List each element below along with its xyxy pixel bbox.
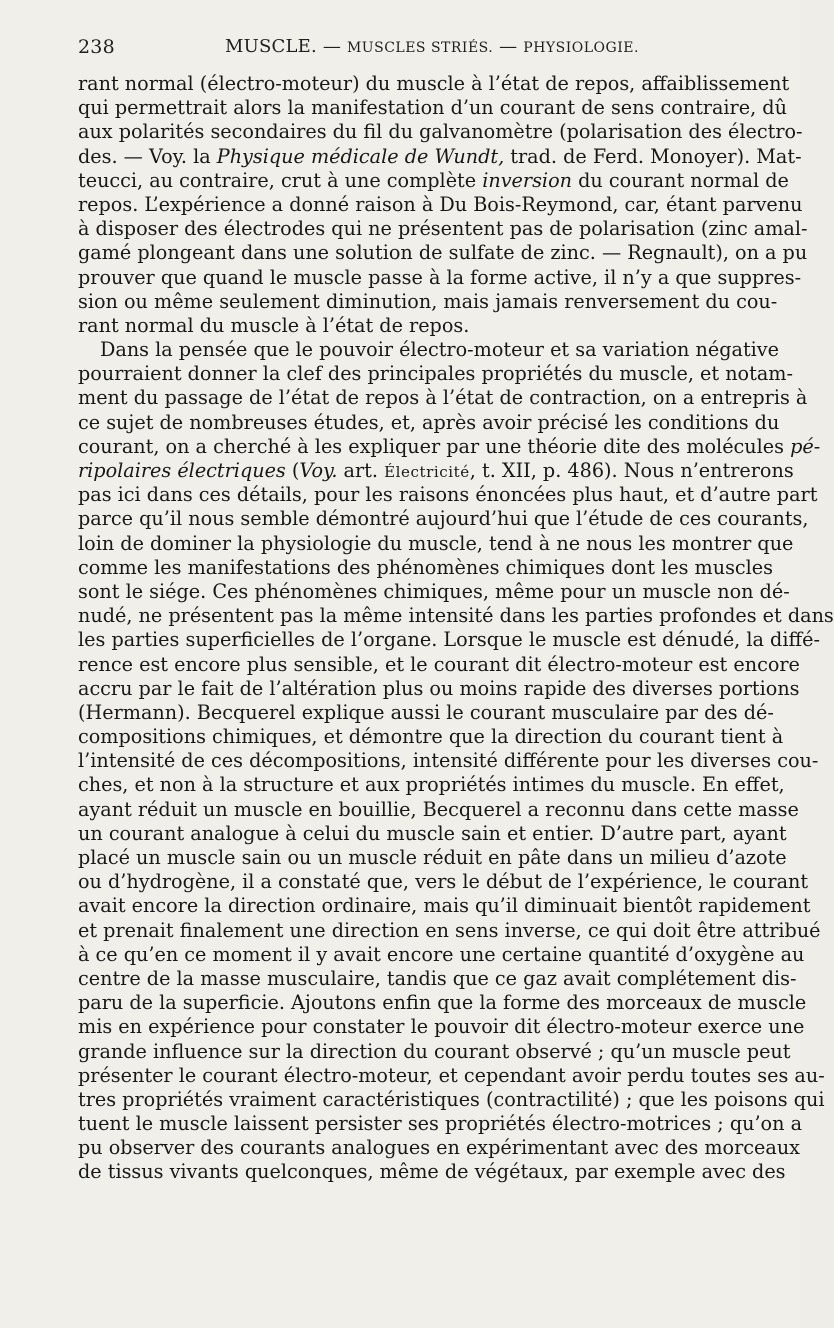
text-run: teucci, au contraire, crut à une complète xyxy=(78,168,483,192)
text-line: rant normal (électro-moteur) du muscle à l’état de repos, affaiblissement xyxy=(78,72,790,95)
title-main: MUSCLE. xyxy=(225,36,317,57)
text-line xyxy=(78,434,821,459)
text-line: pourraient donner la clef des principales propriétés du muscle, et notam- xyxy=(78,362,793,386)
text-line: ches, et non à la structure et aux propriétés intimes du muscle. En effet, xyxy=(78,773,785,797)
text-line: présenter le courant électro-moteur, et cependant avoir perdu toutes ses au- xyxy=(78,1063,825,1087)
text-line: Dans la pensée que le pouvoir électro-moteur et sa variation négative xyxy=(100,338,779,362)
title-dash: — xyxy=(499,36,518,57)
text-line: à disposer des électrodes qui ne présentent pas de polarisation (zinc amal- xyxy=(78,217,808,241)
text-line: compositions chimiques, et démontre que la direction du courant tient à xyxy=(78,725,784,749)
text-line: avait encore la direction ordinaire, mais qu’il diminuait bientôt rapidement xyxy=(78,894,811,918)
text-run: du courant normal de xyxy=(571,168,789,192)
text-line: comme les manifestations des phénomènes chimiques dont les muscles xyxy=(78,555,773,579)
italic-term: pé- xyxy=(790,434,821,458)
text-line: ayant réduit un muscle en bouillie, Becquerel a reconnu dans cette masse xyxy=(78,797,799,821)
text-line: repos. L’expérience a donné raison à Du Bois-Reymond, car, étant parvenu xyxy=(78,192,803,216)
text-line: et prenait finalement une direction en sens inverse, ce qui doit être attribué xyxy=(78,918,821,942)
italic-title-wundt: Physique médicale de Wundt, xyxy=(216,144,505,168)
text-line xyxy=(78,459,794,483)
text-run: ( xyxy=(285,459,300,482)
text-line: aux polarités secondaires du fil du galvanomètre (polarisation des électro- xyxy=(78,120,803,144)
text-line: parce qu’il nous semble démontré aujourd’hui que l’étude de ces courants, xyxy=(78,507,809,531)
paragraph-2 xyxy=(78,338,834,1185)
text-line: ce sujet de nombreuses études, et, après avoir précisé les conditions du xyxy=(78,410,780,434)
text-line: pas ici dans ces détails, pour les raisons énoncées plus haut, et d’autre part xyxy=(78,483,818,507)
text-line: rence est encore plus sensible, et le courant dit électro-moteur est encore xyxy=(78,652,800,676)
text-line: nudé, ne présentent pas la même intensité dans les parties profondes et dans xyxy=(78,604,834,628)
text-line: sont le siége. Ces phénomènes chimiques, même pour un muscle non dé- xyxy=(78,579,790,603)
running-title xyxy=(225,36,639,57)
text-line xyxy=(78,168,789,193)
text-line: qui permettrait alors la manifestation d’un courant de sens contraire, dû xyxy=(78,96,787,120)
text-line: centre de la masse musculaire, tandis que ce gaz avait complétement dis- xyxy=(78,966,797,990)
text-line: tres propriétés vraiment caractéristiques (contractilité) ; que les poisons qui xyxy=(78,1087,825,1111)
text-run: , t. XII, p. 486). Nous n’entrerons xyxy=(469,459,794,482)
italic-term: ripolaires électriques xyxy=(78,459,286,482)
text-line: gamé plongeant dans une solution de sulfate de zinc. — Regnault), on a pu xyxy=(78,241,808,265)
body-text xyxy=(78,72,834,1185)
text-line: prouver que quand le muscle passe à la forme active, il n’y a que suppres- xyxy=(78,265,802,289)
paragraph-1 xyxy=(78,72,808,338)
title-sub-physiologie: PHYSIOLOGIE. xyxy=(523,40,639,56)
title-sub-muscles-stries: MUSCLES STRIÉS. xyxy=(346,40,494,56)
text-line: un courant analogue à celui du muscle sain et entier. D’autre part, ayant xyxy=(78,821,787,845)
text-line: à ce qu’en ce moment il y avait encore une certaine quantité d’oxygène au xyxy=(78,942,805,966)
text-line: mis en expérience pour constater le pouvoir dit électro-moteur exerce une xyxy=(78,1015,805,1039)
text-line: l’intensité de ces décompositions, intensité différente pour les diverses cou- xyxy=(78,749,819,773)
text-line: loin de dominer la physiologie du muscle, tend à ne nous les montrer que xyxy=(78,531,794,555)
text-run: des. — Voy. la xyxy=(78,144,217,168)
text-line: tuent le muscle laissent persister ses propriétés électro-motrices ; qu’on a xyxy=(78,1112,803,1136)
text-run: art. xyxy=(337,459,385,482)
text-line: de tissus vivants quelconques, même de végétaux, par exemple avec des xyxy=(78,1160,786,1184)
italic-term-inversion: inversion xyxy=(482,168,572,192)
text-run: trad. de Ferd. Monoyer). Mat- xyxy=(504,144,802,168)
text-line: les parties superficielles de l’organe. Lorsque le muscle est dénudé, la diffé- xyxy=(78,628,820,652)
text-line: ment du passage de l’état de repos à l’état de contraction, on a entrepris à xyxy=(78,386,808,410)
text-line xyxy=(78,144,802,169)
text-line: pu observer des courants analogues en expérimentant avec des morceaux xyxy=(78,1136,801,1160)
text-run: courant, on a cherché à les expliquer par une théorie dite des molécules xyxy=(78,434,791,458)
text-line: accru par le fait de l’altération plus ou moins rapide des diverses portions xyxy=(78,676,800,700)
small-caps-electricite: Électricité xyxy=(384,463,470,481)
text-line: placé un muscle sain ou un muscle réduit en pâte dans un milieu d’azote xyxy=(78,846,787,869)
running-header xyxy=(78,36,750,62)
title-dash: — xyxy=(322,36,342,57)
page-number: 238 xyxy=(78,36,115,58)
text-line: rant normal du muscle à l’état de repos. xyxy=(78,313,470,337)
text-line: paru de la superficie. Ajoutons enfin que la forme des morceaux de muscle xyxy=(78,991,807,1015)
italic-voy: Voy. xyxy=(299,459,338,482)
text-line: grande influence sur la direction du courant observé ; qu’un muscle peut xyxy=(78,1039,791,1063)
text-line: ou d’hydrogène, il a constaté que, vers le début de l’expérience, le courant xyxy=(78,870,809,894)
text-line: (Hermann). Becquerel explique aussi le courant musculaire par des dé- xyxy=(78,700,774,724)
text-line: sion ou même seulement diminution, mais jamais renversement du cou- xyxy=(78,289,778,313)
